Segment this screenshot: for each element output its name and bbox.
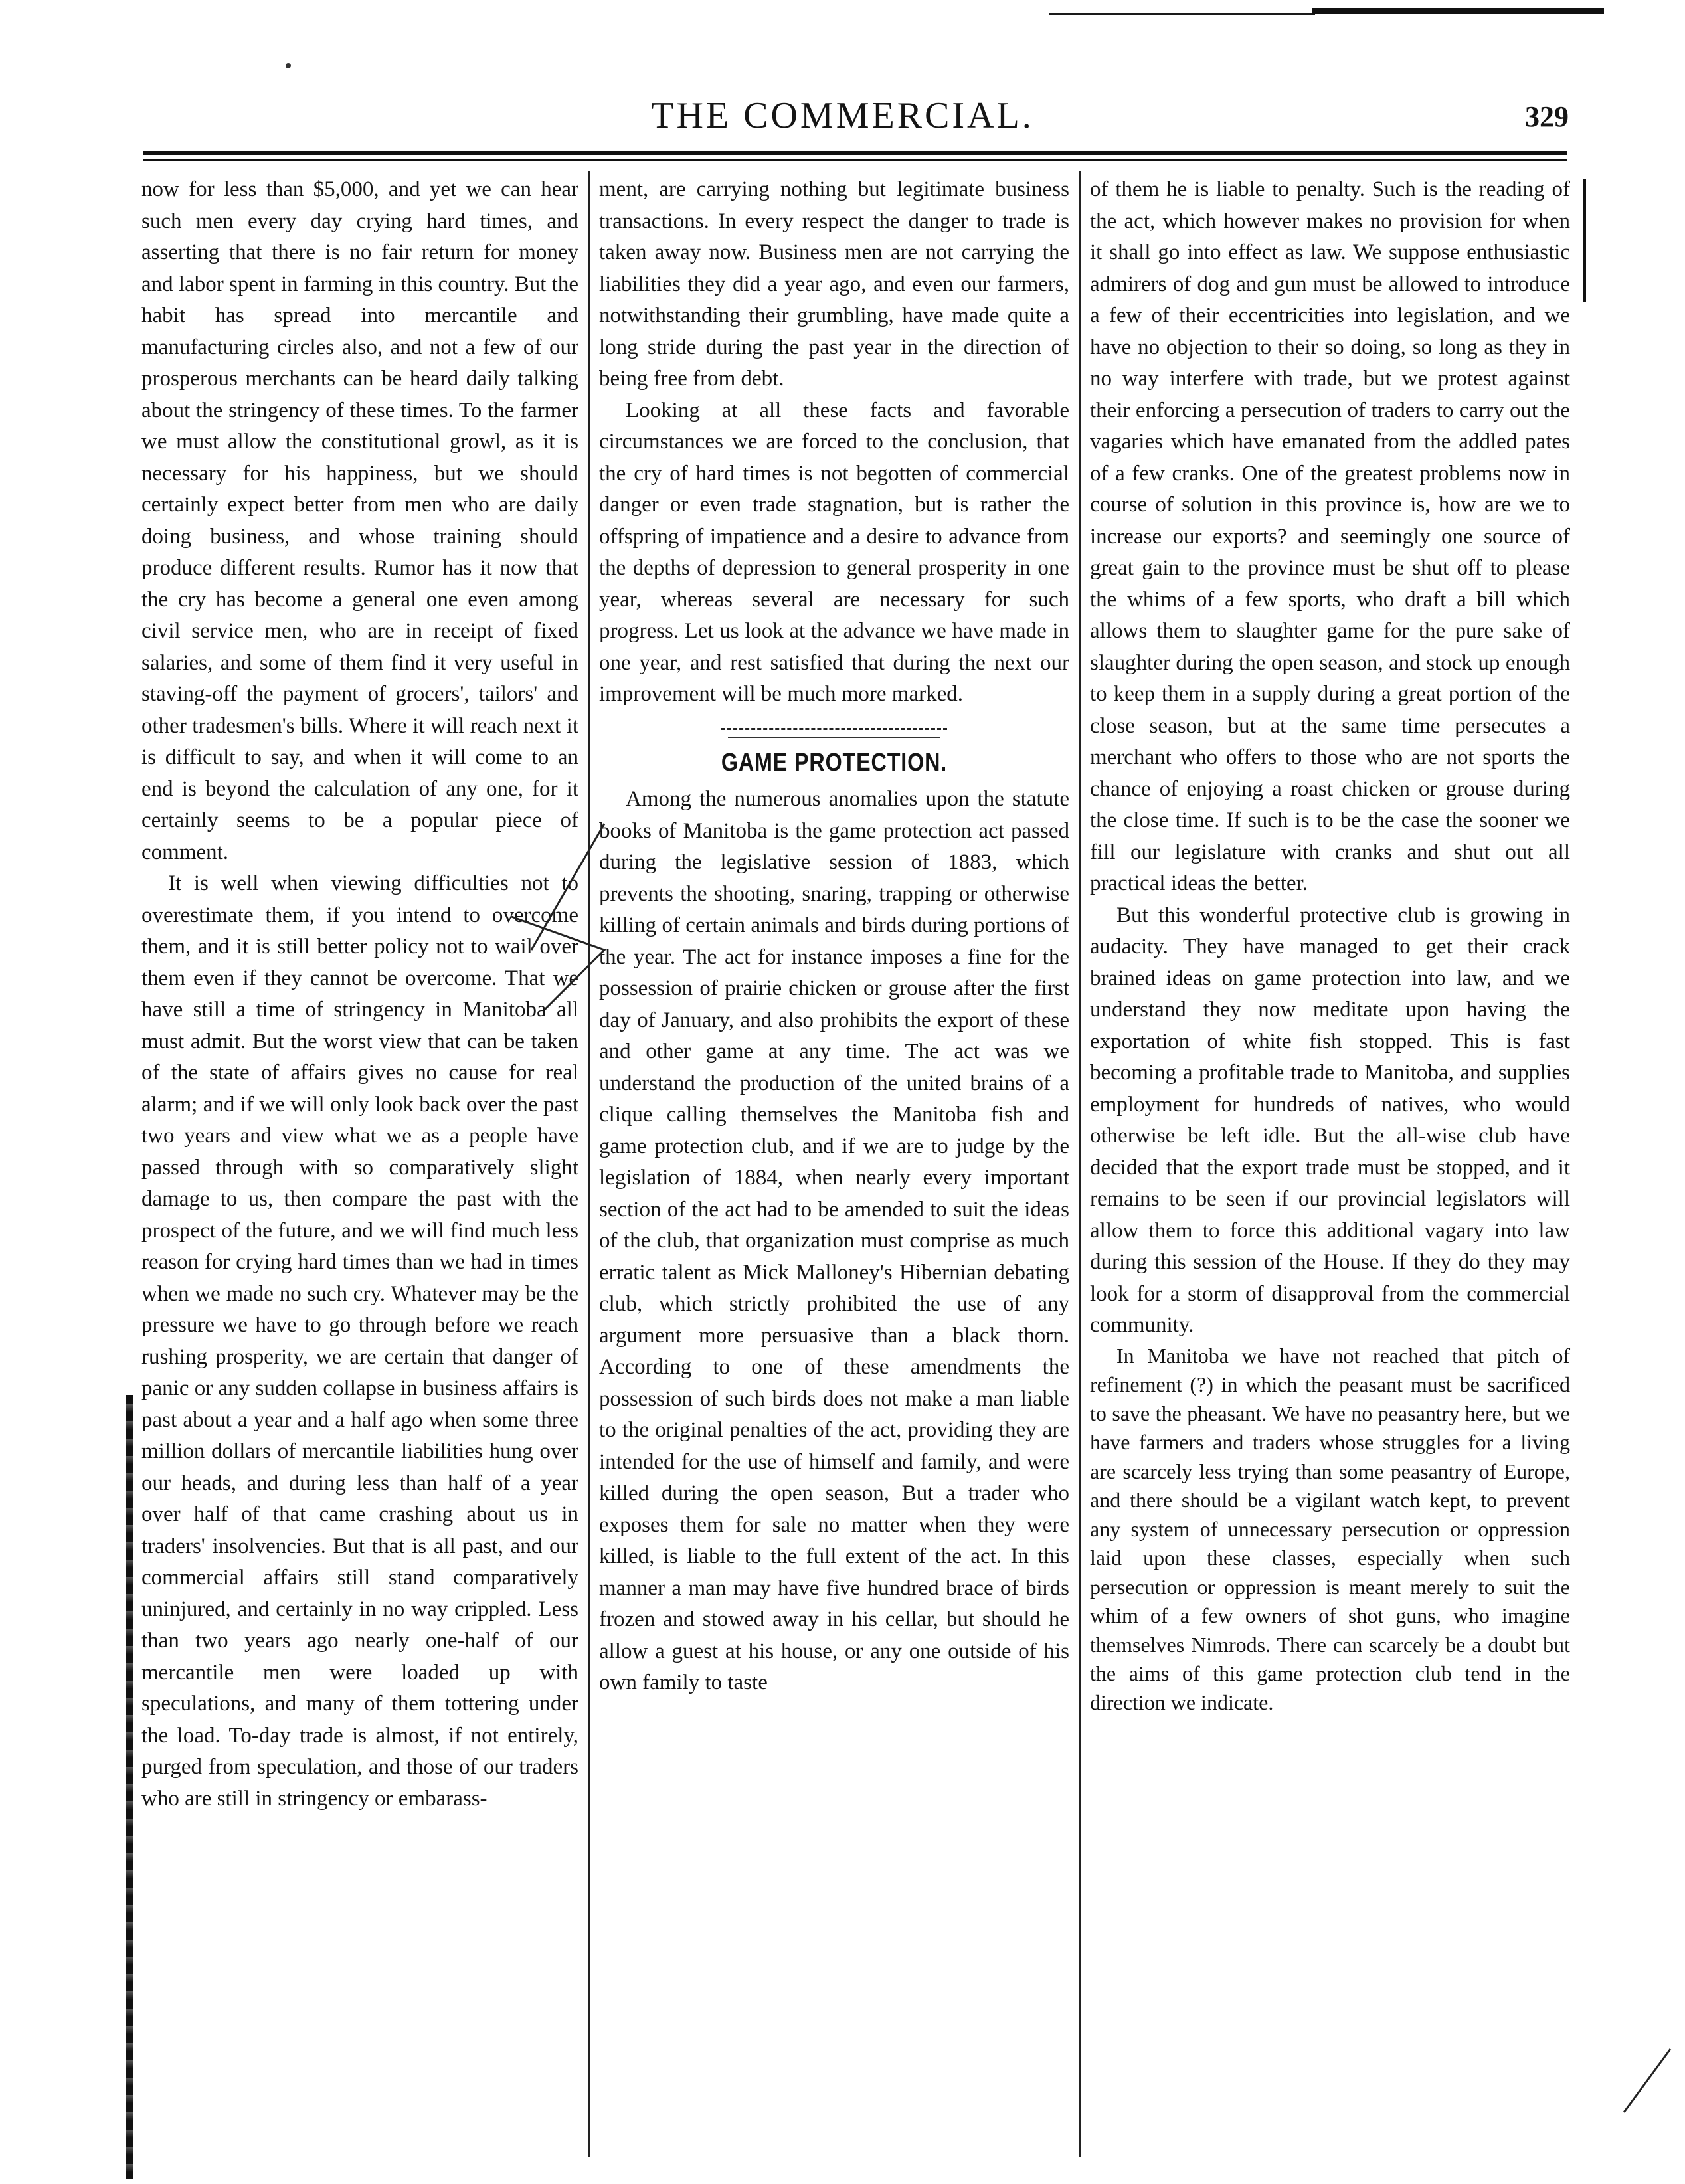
col2-section-paragraph: Among the numerous anomalies upon the statute books of Manitoba is the game protection act passed during the legislative session of 1883, which prevents the shooting, snaring, trapping or otherwise killing of certain animals and birds during portions of the year. The act for instance imposes a fine for the possession of prairie chicken or grouse after the first day of January, and also prohibits the export of these and other game at any time. The act was we understand the production of the united brains of a clique calling themselves the Manitoba fish and game protection club, and if we are to judge by the legislation of 1884, when nearly every important section of the act had to be amended to suit the ideas of the club, that organization must comprise as much erratic talent as Mick Malloney's Hibernian debating club, which strictly prohibited the use of any argument more persuasive than a black thorn. According to one of these amendments the possession of such birds does not make a man liable to the original penalties of the act, providing they are intended for the use of himself and family, and were killed during the open season, But a trader who exposes them for sale no matter when they were killed, is liable to the full extent of the act. In this manner a man may have five hundred brace of birds frozen and stowed away in his cellar, but should he allow a guest at his house, or any one outside of his own family to taste: [599, 787, 1069, 1694]
top-rule-thin: [1049, 13, 1315, 15]
col2-paragraph-2: Looking at all these facts and favorable circumstances we are forced to the conclusion, that the cry of hard times is not begotten of commercial danger or even trade stagnation, but is rather the offspring of impatience and a desire to advance from the depths of depression to general prosperity in one year, whereas several are necessary for such progress. Let us look at the advance we have made in one year, and rest satisfied that during the next our improvement will be much more marked.: [599, 398, 1069, 706]
col1-paragraph-1: now for less than $5,000, and yet we can hear such men every day crying hard times, and asserting that there is no fair return for money and labor spent in farming in this country. But the habit has spread into mercantile and manufacturing circles also, and not a few of our prosperous merchants can be heard daily talking about the stringency of these times. To the farmer we must allow the constitutional growl, as it is necessary for his happiness, but we should certainly expect better from men who are daily doing business, and whose training should produce different results. Rumor has it now that the cry has become a general one even among civil service men, who are in receipt of fixed salaries, and some of them find it very useful in staving-off the payment of grocers', tailors' and other tradesmen's bills. Where it will reach next it is difficult to say, and when it will come to an end is beyond the calculation of any one, for it certainly seems to be a popular piece of comment.: [141, 177, 578, 864]
top-rule-thick: [1312, 8, 1604, 14]
page-number: 329: [1525, 100, 1569, 133]
column-2: [599, 174, 1069, 1699]
pencil-mark: [1621, 2046, 1674, 2119]
header-rule-thick: [143, 151, 1567, 155]
col3-paragraph-3: In Manitoba we have not reached that pitch of refinement (?) in which the peasant must be sacrificed to save the pheasant. We have no peasantry here, but we have farmers and traders whose struggles for a living are scarcely less trying than some peasantry of Europe, and there should be a vigilant watch kept, to prevent any system of unnecessary persecution or oppression laid upon these classes, especially when such persecution or oppression is meant merely to suit the whim of a few owners of shot guns, who imagine themselves Nimrods. There can scarcely be a doubt but the aims of this game protection club tend in the direction we indicate.: [1090, 1343, 1570, 1714]
section-divider-solid: [728, 737, 940, 738]
column-3: [1090, 174, 1570, 1717]
ink-scribble: [505, 817, 611, 1016]
col1-paragraph-2: It is well when viewing difficulties not to overestimate them, if you intend to overcome them, and it is still better policy not to wail over them even if they cannot be overcome. That we have still a time of stringency in Manitoba all must admit. But the worst view that can be taken of the state of affairs gives no cause for real alarm; and if we will only look back over the past two years and view what we as a people have passed through with so comparatively slight damage to us, then compare the past with the prospect of the future, and we will find much less reason for crying hard times than we had in times when we made no such cry. Whatever may be the pressure we have to go through before we reach rushing prosperity, we are certain that danger of panic or any sudden collapse in business affairs is past about a year and a half ago when some three million dollars of mercantile liabilities hung over our heads, and during less than half of a year over half of that came crashing about us in traders' insolvencies. But that is all past, and our commercial affairs still stand comparatively uninjured, and certainly in no way crippled. Less than two years ago nearly one-half of our mercantile men were loaded up with speculations, and many of them tottering under the load. To-day trade is almost, if not entirely, purged from speculation, and those of our traders who are still in stringency or embarass-: [141, 871, 578, 1811]
header-rule-thin: [143, 159, 1567, 161]
column-divider-1: [588, 171, 590, 2157]
section-heading: GAME PROTECTION.: [721, 748, 948, 776]
stray-dot: [286, 63, 291, 68]
col2-continuation: ment, are carrying nothing but legitimate business transactions. In every respect the danger to trade is taken away now. Business men are not carrying the liabilities they did a year ago, and even our farmers, notwithstanding their grumbling, have made quite a long stride during the past year in the direction of being free from debt.: [599, 177, 1069, 391]
column-divider-2: [1079, 171, 1081, 2157]
margin-binding-stripe: [126, 1395, 133, 2179]
page-title: THE COMMERCIAL.: [651, 95, 1034, 136]
margin-mark-right: [1583, 179, 1586, 302]
section-divider-dashed: [721, 728, 947, 733]
col3-paragraph-2: But this wonderful protective club is growing in audacity. They have managed to get their crack brained ideas on game protection into law, and we understand they now meditate upon having the exportation of white fish stopped. This is fast becoming a profitable trade to Manitoba, and supplies employment for hundreds of natives, who would otherwise be left idle. But the all-wise club have decided that the export trade must be stopped, and it remains to be seen if our provincial legislators will allow them to force this additional vagary into law during this session of the House. If they do they may look for a storm of disapproval from the commercial community.: [1090, 903, 1570, 1337]
col3-paragraph-1: of them he is liable to penalty. Such is the reading of the act, which however makes no provision for when it shall go into effect as law. We suppose enthusiastic admirers of dog and gun must be allowed to introduce a few of their eccentricities into legislation, and we have no objection to their so doing, so long as they in no way interfere with trade, but we protest against their enforcing a persecution of traders to carry out the vagaries which have emanated from the addled pates of a few cranks. One of the greatest problems now in course of solution in this province is, how are we to increase our exports? and seemingly one source of great gain to the province must be shut off to please the whims of a few sports, who draft a bill which allows them to slaughter game for the pure sake of slaughter during the open season, and stock up enough to keep them in a supply during a great portion of the close season, but at the same time persecutes a merchant who offers to those who are not sports the chance of enjoying a roast chicken or grouse during the close time. If such is to be the case the sooner we fill our legislature with cranks and shut out all practical ideas the better.: [1090, 177, 1570, 895]
